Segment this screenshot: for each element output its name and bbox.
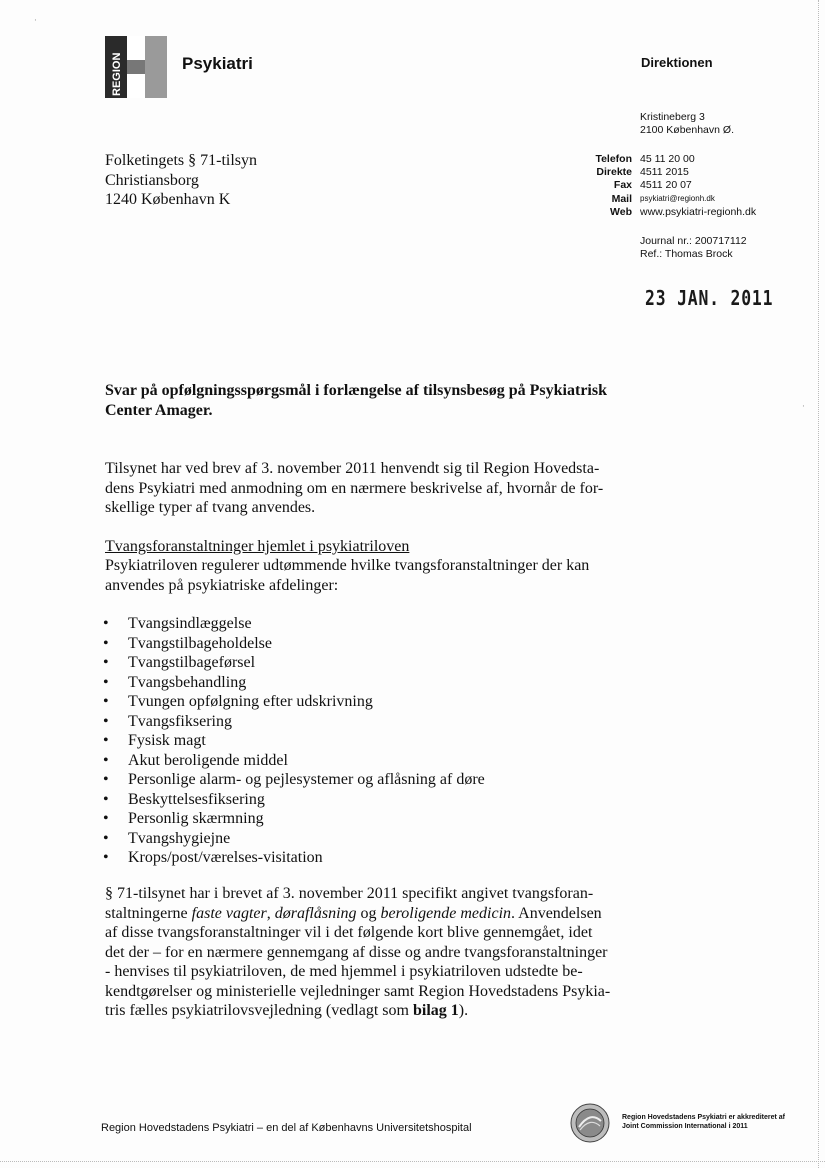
date-stamp: 23 JAN. 2011	[645, 286, 774, 310]
list-item-text: Tvangsbehandling	[128, 673, 247, 691]
subject-line: Center Amager.	[105, 402, 213, 419]
email-link[interactable]: psykiatri@regionh.dk	[640, 194, 715, 204]
list-item-text: Fysisk magt	[128, 732, 206, 749]
bullet-icon: •	[103, 673, 109, 691]
paragraph-intro	[105, 459, 630, 518]
section-heading	[105, 537, 630, 557]
list-item	[103, 712, 485, 732]
bullet-icon: •	[103, 654, 109, 671]
contact-label: Mail	[611, 192, 632, 205]
bullet-icon: •	[103, 712, 109, 730]
journal-block	[640, 235, 747, 261]
list-item	[103, 673, 485, 693]
list-item-text: Tvungen opfølgning efter udskrivning	[128, 693, 373, 710]
text-line: anvendes på psykiatriske afdelinger:	[105, 576, 339, 594]
list-item	[103, 692, 485, 712]
list-item	[103, 751, 485, 771]
recipient-line: Christiansborg	[105, 171, 199, 189]
logo-name: Psykiatri	[182, 54, 253, 73]
text-line: af disse tvangsforanstaltninger vil i det følgende kort blive gennemgået, idet	[105, 924, 593, 941]
bullet-icon: •	[103, 751, 109, 769]
text-line	[105, 1001, 630, 1021]
accreditation-seal-icon	[570, 1103, 610, 1143]
scan-edge-bottom	[0, 1160, 825, 1162]
department-name: Direktionen	[641, 55, 713, 70]
subject-line: Svar på opfølgningsspørgsmål i forlængelse af tilsynsbesøg på Psykiatrisk	[105, 382, 607, 399]
list-item-text: Tvangsfiksering	[128, 712, 232, 730]
text-line	[105, 904, 630, 924]
text-span: ,	[266, 904, 275, 922]
list-item	[103, 829, 485, 849]
section-title: Tvangsforanstaltninger hjemlet i psykiatriloven	[105, 538, 410, 555]
recipient-line: Folketingets § 71-tilsyn	[105, 152, 257, 169]
text-line: - henvises til psykiatriloven, de med hjemmel i psykiatriloven udstedte be-	[105, 963, 583, 980]
contact-row-web	[560, 206, 790, 219]
text-span: . Anvendelsen	[511, 904, 602, 922]
text-line: skellige typer af tvang anvendes.	[105, 499, 316, 516]
list-item	[103, 731, 485, 751]
paragraph-law	[105, 556, 630, 595]
scan-speck: ·	[34, 16, 37, 26]
bold-text: bilag 1	[412, 1002, 459, 1019]
bullet-icon: •	[103, 849, 109, 866]
text-span: tris fælles psykiatrilovsvejledning (vedlagt som	[105, 1002, 413, 1019]
list-item	[103, 848, 485, 868]
contact-block	[560, 152, 790, 219]
web-link[interactable]: www.psykiatri-regionh.dk	[640, 206, 757, 219]
measures-list	[103, 614, 485, 868]
text-span: og	[356, 904, 381, 922]
list-item	[103, 634, 485, 654]
contact-row-telefon	[560, 152, 790, 165]
text-span: ).	[458, 1002, 469, 1019]
text-line: Psykiatriloven regulerer udtømmende hvilke tvangsforanstaltninger der kan	[105, 557, 590, 574]
scan-speck: ·	[802, 402, 805, 412]
text-line: dens Psykiatri med anmodning om en nærmere beskrivelse af, hvornår de for-	[105, 479, 604, 497]
sender-address	[640, 111, 734, 137]
contact-row-direkte	[560, 165, 790, 178]
contact-label: Fax	[613, 179, 632, 192]
accreditation-line: Joint Commission International i 2011	[622, 1123, 748, 1130]
list-item	[103, 790, 485, 810]
logo-region-text: REGION	[111, 52, 123, 96]
bullet-icon: •	[103, 693, 109, 710]
paragraph-specific	[105, 884, 630, 1021]
footer-text: Region Hovedstadens Psykiatri – en del af Københavns Universitetshospital	[101, 1122, 472, 1134]
list-item-text: Personlig skærmning	[128, 810, 264, 827]
list-item-text: Krops/post/værelses-visitation	[128, 849, 323, 866]
list-item-text: Tvangstilbageholdelse	[128, 634, 272, 652]
contact-label: Telefon	[595, 152, 632, 165]
text-line: det der – for en nærmere gennemgang af disse og andre tvangsforanstaltninger	[105, 943, 608, 961]
contact-row-mail	[560, 192, 790, 205]
region-h-logo	[105, 36, 167, 98]
accreditation-text	[622, 1113, 785, 1131]
bullet-icon: •	[103, 790, 109, 808]
recipient-address	[105, 151, 257, 210]
sender-city: 2100 København Ø.	[640, 124, 734, 136]
fax-value: 4511 20 07	[640, 179, 692, 192]
phone-value: 45 11 20 00	[640, 152, 695, 165]
bullet-icon: •	[103, 829, 109, 847]
accreditation-line: Region Hovedstadens Psykiatri er akkrediteret af	[622, 1114, 786, 1121]
list-item-text: Beskyttelsesfiksering	[128, 790, 265, 808]
journal-number: Journal nr.: 200717112	[640, 235, 747, 247]
bullet-icon: •	[103, 615, 109, 632]
emphasis-text: beroligende medicin	[380, 904, 512, 922]
contact-label: Direkte	[596, 166, 632, 179]
contact-label: Web	[610, 206, 632, 219]
scan-edge-right	[817, 0, 819, 1168]
list-item-text: Akut beroligende middel	[128, 751, 288, 769]
reference: Ref.: Thomas Brock	[640, 248, 733, 260]
sender-street: Kristineberg 3	[640, 111, 705, 123]
list-item	[103, 770, 485, 790]
bullet-icon: •	[103, 732, 109, 749]
bullet-icon: •	[103, 771, 109, 788]
list-item	[103, 614, 485, 634]
emphasis-text: døraflåsning	[274, 904, 357, 922]
direct-phone-value: 4511 2015	[640, 166, 689, 179]
text-line: kendtgørelser og ministerielle vejledninger samt Region Hovedstadens Psykia-	[105, 982, 611, 1000]
letter-subject	[105, 381, 665, 421]
list-item-text: Tvangshygiejne	[128, 829, 231, 847]
bullet-icon: •	[103, 634, 109, 652]
list-item-text: Personlige alarm- og pejlesystemer og aflåsning af døre	[128, 771, 485, 788]
contact-row-fax	[560, 179, 790, 192]
text-line: Tilsynet har ved brev af 3. november 2011 henvendt sig til Region Hovedsta-	[105, 460, 600, 477]
list-item	[103, 809, 485, 829]
text-line: § 71-tilsynet har i brevet af 3. november 2011 specifikt angivet tvangsforan-	[105, 885, 594, 902]
text-span: staltningerne	[105, 904, 192, 922]
list-item-text: Tvangstilbageførsel	[128, 654, 256, 671]
list-item	[103, 653, 485, 673]
recipient-line: 1240 København K	[105, 191, 231, 208]
emphasis-text: faste vagter	[191, 904, 267, 922]
list-item-text: Tvangsindlæggelse	[128, 615, 252, 632]
bullet-icon: •	[103, 810, 109, 827]
